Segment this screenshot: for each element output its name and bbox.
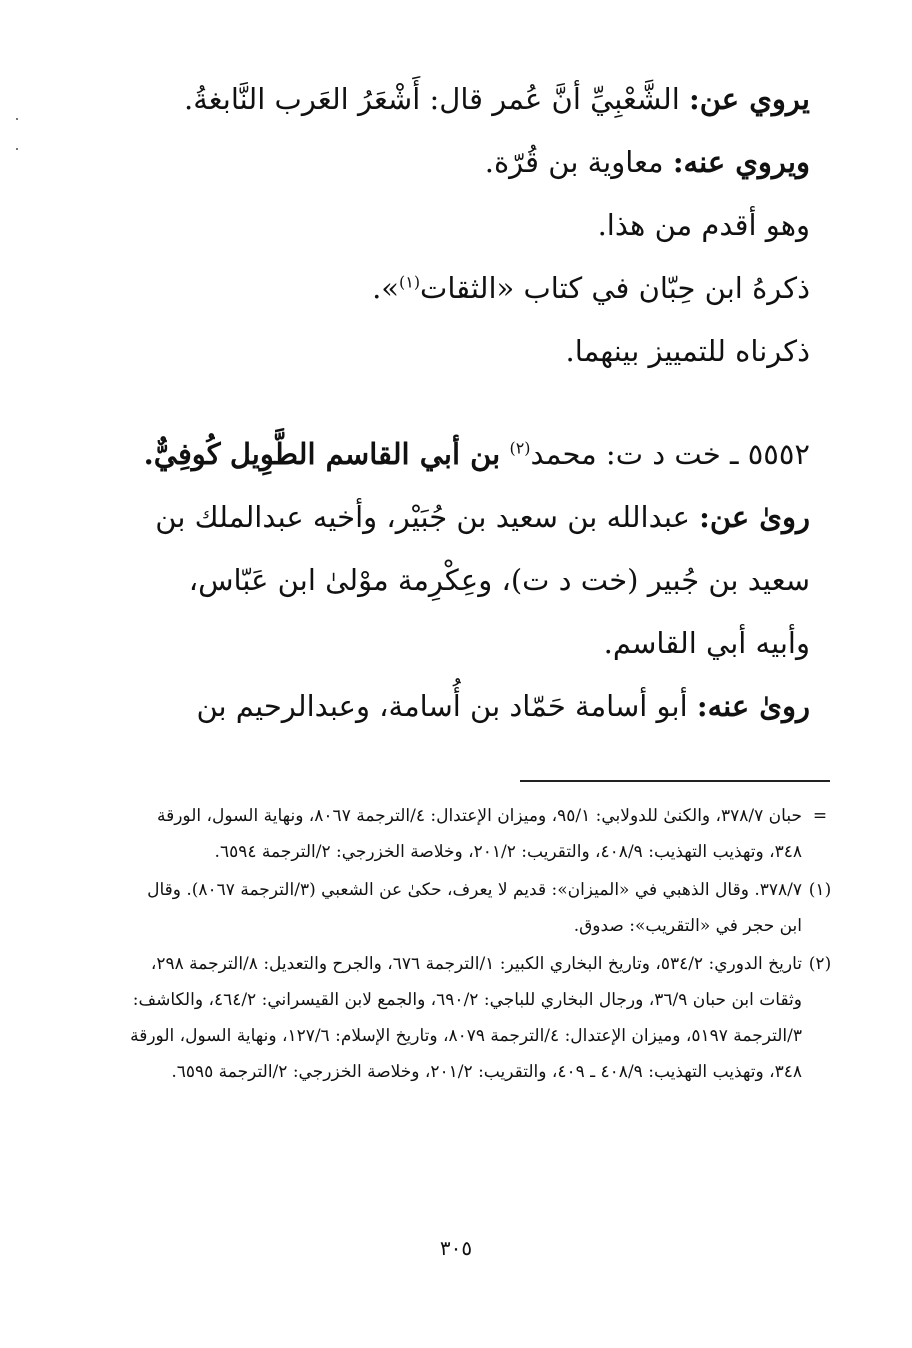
footnote-text: تاريخ الدوري: ٥٣٤/٢، وتاريخ البخاري الكبير: ١/الترجمة ٦٧٦، والجرح والتعديل: ٨/الترجمة ٢٩٨، وثقات ابن حبان ٣٦/٩، ورجال البخاري للباجي: ٦٩٠/٢، والجمع لابن القيسراني: ٤٦٤/٢، والكاشف: ٣/الترجمة ٥١٩٧، وميزان الإعتدال: ٤/الترجمة ٨٠٧٩، وتاريخ الإسلام: ١٢٧/٦، ونهاية السول، الورقة ٣٤٨، وتهذيب التهذيب: ٤٠٨/٩ ـ ٤٠٩، والتقريب: ٢٠١/٢، وخلاصة الخزرجي: ٢/الترجمة ٦٥٩٥. [130, 954, 802, 1082]
page-number: ٣٠٥ [439, 1236, 473, 1260]
main-text [130, 68, 810, 738]
mention-text: ذكرهُ ابن حِبّان في كتاب «الثقات [420, 271, 810, 305]
footnote-ref-2: (٢) [509, 438, 531, 458]
entry-origin: كُوفِيٌّ. [143, 437, 221, 471]
narrated-from-him-paragraph [130, 675, 810, 738]
entry-name: بن أبي القاسم الطَّوِيل [229, 437, 501, 471]
narrated-from-paragraph [130, 486, 810, 675]
narrated-by-text: معاوية بن قُرّة. [484, 145, 664, 179]
footnote-marker: (١) [808, 880, 832, 900]
footnote-marker: = [812, 806, 828, 826]
margin-speck [16, 148, 18, 150]
entry-number: ٥٥٥٢ ـ خت د ت: محمد [530, 437, 810, 471]
narrates-from-paragraph [130, 68, 810, 131]
narrated-from-label: روىٰ عن: [699, 500, 810, 534]
footnote-marker: (٢) [808, 954, 832, 974]
margin-speck [16, 118, 18, 120]
footnote-text: ٣٧٨/٧. وقال الذهبي في «الميزان»: قديم لا يعرف، حكىٰ عن الشعبي (٣/الترجمة ٨٠٦٧). وقال ابن حجر في «التقريب»: صدوق. [147, 880, 802, 936]
distinction-paragraph: ذكرناه للتمييز بينهما. [565, 334, 810, 368]
footnote-1 [130, 872, 838, 944]
footnote-2 [130, 946, 838, 1090]
narrates-from-text: الشَّعْبِيِّ أنَّ عُمر قال: أَشْعَرُ العَرب النَّابغةُ. [184, 82, 680, 116]
narrated-from-him-text: أبو أسامة حَمّاد بن أُسامة، وعبدالرحيم بن [196, 689, 688, 723]
footnote-separator [520, 780, 830, 782]
footnotes [130, 798, 838, 1092]
narrates-from-label: يروي عن: [689, 82, 810, 116]
narrated-from-him-label: روىٰ عنه: [696, 689, 810, 723]
entry-heading [130, 423, 810, 486]
footnote-continuation [130, 798, 838, 870]
mention-text-end: ». [372, 271, 400, 305]
mention-paragraph [130, 257, 810, 320]
narrated-from-text: عبدالله بن سعيد بن جُبَيْر، وأخيه عبدالملك بن سعيد بن جُبير (خت د ت)، وعِكْرِمة موْلىٰ ابن عَبّاس، وأبيه أبي القاسم. [155, 500, 810, 660]
footnote-ref-1: (١) [399, 272, 421, 292]
footnote-text: حبان ٣٧٨/٧، والكنىٰ للدولابي: ٩٥/١، وميزان الإعتدال: ٤/الترجمة ٨٠٦٧، ونهاية السول، الورقة ٣٤٨، وتهذيب التهذيب: ٤٠٨/٩، والتقريب: ٢٠١/٢، وخلاصة الخزرجي: ٢/الترجمة ٦٥٩٤. [156, 806, 802, 862]
section-gap [130, 383, 810, 423]
note-paragraph: وهو أقدم من هذا. [597, 208, 810, 242]
narrated-by-label: ويروي عنه: [672, 145, 810, 179]
narrated-by-paragraph [130, 131, 810, 194]
